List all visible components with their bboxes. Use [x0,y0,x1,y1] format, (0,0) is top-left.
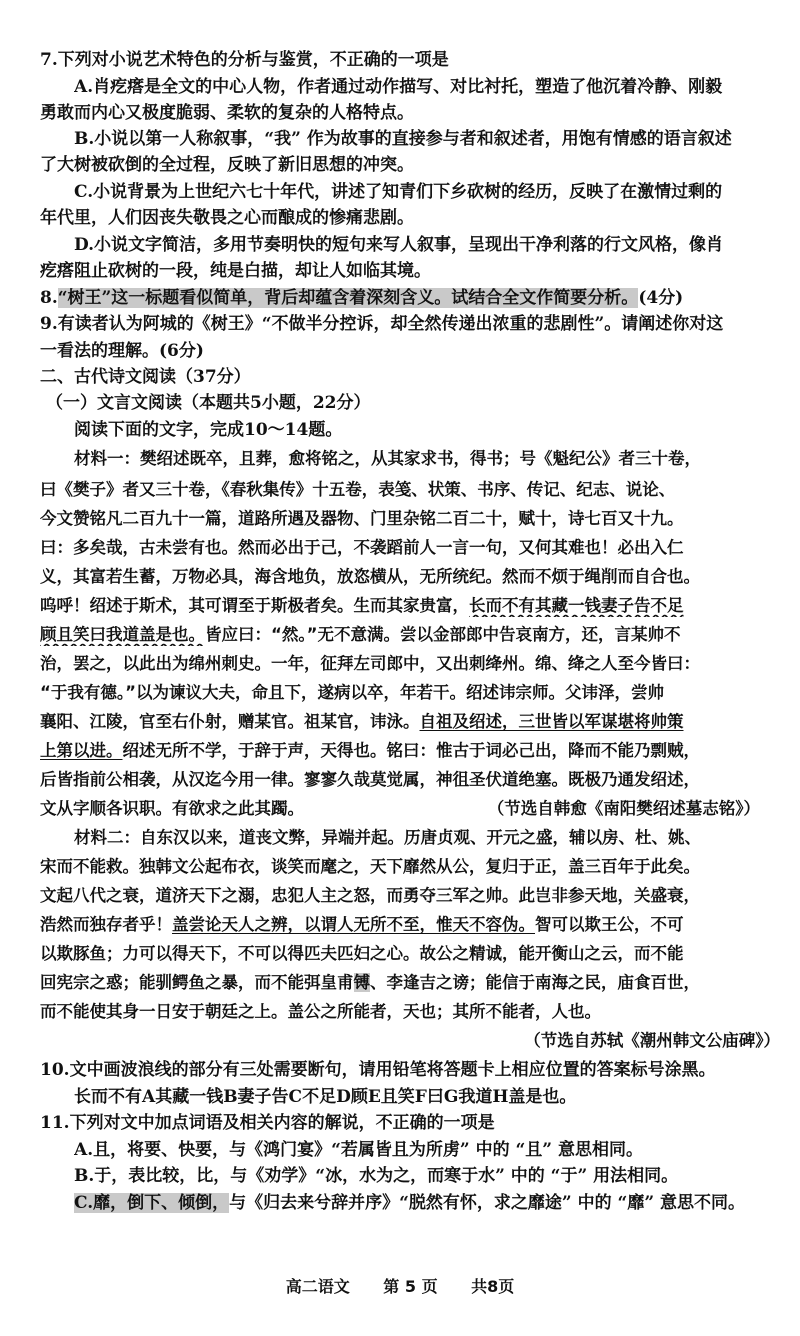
material2-line6 [40,972,770,994]
q11-option-c-text: 与《归去来兮辞并序》“脱然有怀，求之靡途” 中的 “靡” 意思不同。 [229,1193,746,1213]
material2-line1: 材料二：自东汉以来，道丧文弊，异端并起。历唐贞观、开元之盛，辅以房、杜、姚、 [74,828,701,847]
material2-line6-tail: 、李逢吉之谤；能信于南海之民，庙食百世， [370,973,700,992]
underlined-sentence-part1: 自祖及绍述，三世皆以军谋堪将帅策 [419,712,684,731]
footer-total-pages: 共8页 [471,1277,515,1296]
material2-line4-text: 浩然而独存者乎！ [40,915,172,934]
material1-line10 [40,711,770,733]
q8-number: 8. [40,288,58,308]
material1-line2: 曰《樊子》者又三十卷，《春秋集传》十五卷，表笺、状策、书序、传记、纪志、说论、 [40,480,676,499]
material1-line3: 今文赞铭凡二百九十一篇，道路所遇及器物、门里杂铭二百二十，赋十，诗七百又十九。 [40,509,684,528]
footer-subject: 高二语文 [285,1277,350,1296]
q8-highlighted-text: “树王”这一标题看似简单，背后却蕴含着深刻含义。试结合全文作简要分析。 [57,288,639,308]
q7-option-c-line2: 年代里，人们因丧失敬畏之心而酿成的惨痛悲剧。 [40,208,414,228]
material1-line10-text: 襄阳、江陵，官至右仆射，赠某官。祖某官，讳泳。 [40,712,420,731]
q7-option-d-line1: D.小说文字简洁，多用节奏明快的短句来写人叙事，呈现出干净利落的行文风格，像肖 [74,235,724,255]
q10-stem: 10.文中画波浪线的部分有三处需要断句，请用铅笔将答题卡上相应位置的答案标号涂黑。 [40,1060,716,1080]
reading-instruction: 阅读下面的文字，完成10～14题。 [74,420,343,440]
material1-line4: 曰：多矣哉，古未尝有也。然而必出于己，不袭蹈前人一言一句，又何其难也！必出入仁 [40,538,684,557]
q8-score: (4分) [638,288,684,308]
wavy-underlined-passage-part1: 长而不有其藏一钱妻子告不足 [469,596,684,615]
material2-line5: 以欺豚鱼；力可以得天下，不可以得匹夫匹妇之心。故公之精诚，能开衡山之云，而不能 [40,944,684,963]
q9-line1: 9.有读者认为阿城的《树王》“不做半分控诉，却全然传递出浓重的悲剧性”。请阐述你对这 [40,314,724,334]
q7-option-b-line2: 了大树被砍倒的全过程，反映了新旧思想的冲突。 [40,155,414,175]
material1-line11-text: 绍述无所不学，于辞于声，天得也。铭曰：惟古于词必己出，降而不能乃剽贼， [122,741,700,760]
q8 [40,287,770,309]
q10-options: 长而不有A其藏一钱B妻子告C不足D顾E且笑F曰G我道H盖是也。 [74,1087,577,1107]
material1-line6-text: 呜呼！绍述于斯术，其可谓至于斯极者矣。生而其家贵富， [40,596,469,615]
q7-option-a-line2: 勇敢而内心又极度脆弱、柔软的复杂的人格特点。 [40,103,414,123]
q11-option-c-highlighted: C.靡，倒下、倾倒， [74,1193,230,1213]
material1-line13-text: 文从字顺各识职。有欲求之此其躅。 [40,799,304,818]
section-heading: 二、古代诗文阅读（37分） [40,367,251,387]
material2-line6-text: 回宪宗之惑；能驯鳄鱼之暴，而不能弭皇甫 [40,973,354,992]
q11-option-c [74,1192,770,1214]
wavy-underlined-passage-part2: 顾且笑曰我道盖是也。 [40,625,205,644]
material2-line3: 文起八代之衰，道济天下之溺，忠犯人主之怒，而勇夺三军之帅。此岂非参天地，关盛衰， [40,886,700,905]
subsection-heading: （一）文言文阅读（本题共5小题，22分） [46,393,371,413]
material2-source: （节选自苏轼《潮州韩文公庙碑》） [524,1031,780,1050]
q7-option-c-line1: C.小说背景为上世纪六七十年代，讲述了知青们下乡砍树的经历，反映了在激情过剩的 [74,182,723,202]
material1-line5: 义，其富若生蓄，万物必具，海含地负，放恣横从，无所统纪。然而不烦于绳削而自合也。 [40,567,700,586]
q7-option-d-line2: 疙瘩阻止砍树的一段，纯是白描，却让人如临其境。 [40,261,431,281]
material2-line4 [40,914,770,936]
material1-line8: 治，罢之，以此出为绵州刺史。一年，征拜左司郎中，又出刺绛州。绵、绛之人至今皆曰： [40,654,700,673]
underlined-sentence-material2: 盖尝论天人之辨，以谓人无所不至，惟天不容伪。 [172,915,535,934]
highlighted-character: 镈 [353,973,370,992]
material1-line11 [40,740,770,762]
material1-line7-text: 皆应曰：“然。”无不意满。尝以金部郎中告哀南方，还，言某帅不 [205,625,681,644]
q11-option-b: B.于，表比较，比，与《劝学》“冰，水为之，而寒于水” 中的 “于” 用法相同。 [74,1166,679,1186]
q7-stem: 7.下列对小说艺术特色的分析与鉴赏，不正确的一项是 [40,50,449,70]
q7-option-b-line1: B.小说以第一人称叙事，“我” 作为故事的直接参与者和叙述者，用饱有情感的语言叙述 [74,129,732,149]
underlined-sentence-part2: 上第以进。 [40,741,123,760]
material1-line1: 材料一：樊绍述既卒，且葬，愈将铭之，从其家求书，得书；号《魁纪公》者三十卷， [74,449,701,468]
material1-source: （节选自韩愈《南阳樊绍述墓志铭》） [487,799,760,818]
material2-line7: 而不能使其身一日安于朝廷之上。盖公之所能者，天也；其所不能者，人也。 [40,1002,601,1021]
material2-line2: 宋而不能救。独韩文公起布衣，谈笑而麾之，天下靡然从公，复归于正，盖三百年于此矣。 [40,857,700,876]
material1-line7 [40,624,770,646]
q11-option-a: A.且，将要、快要，与《鸿门宴》“若属皆且为所虏” 中的 “且” 意思相同。 [74,1140,643,1160]
q9-line2: 一看法的理解。(6分) [40,341,204,361]
q11-stem: 11.下列对文中加点词语及相关内容的解说，不正确的一项是 [40,1113,495,1133]
q7-option-a-line1: A.肖疙瘩是全文的中心人物，作者通过动作描写、对比衬托，塑造了他沉着冷静、刚毅 [74,77,723,97]
page-footer [0,1274,800,1297]
material1-line13 [40,798,770,820]
material1-line6 [40,595,770,617]
material1-line12: 后皆指前公相袭，从汉迄今用一律。寥寥久哉莫觉属，神徂圣伏道绝塞。既极乃通发绍述， [40,770,700,789]
footer-page-number: 第 5 页 [383,1277,438,1296]
material2-line4-tail: 智可以欺王公，不可 [535,915,684,934]
material1-line9: “于我有德。”以为谏议大夫，命且下，遂病以卒，年若干。绍述讳宗师。父讳泽，尝帅 [40,683,664,702]
